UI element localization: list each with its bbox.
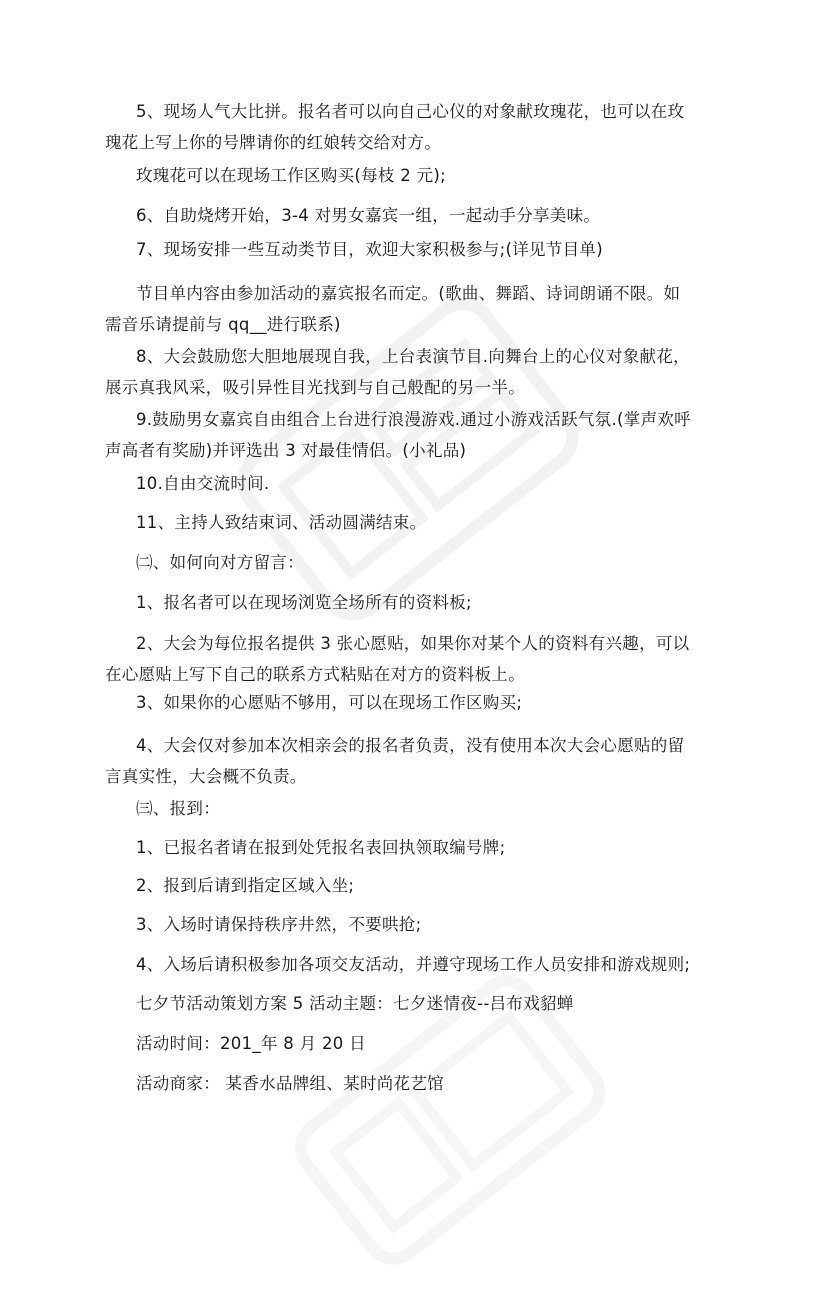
activity-merchant: 活动商家： 某香水品牌组、某时尚花艺馆 (136, 1074, 444, 1093)
paragraph-item-9 (105, 404, 745, 466)
message-item-1: 1、报名者可以在现场浏览全场所有的资料板; (136, 593, 472, 612)
checkin-item-4: 4、入场后请积极参加各项交友活动，并遵守现场工作人员安排和游戏规则; (136, 955, 691, 974)
paragraph-line: 8、大会鼓励您大胆地展现自我，上台表演节目.向舞台上的心仪对象献花， (136, 347, 690, 366)
paragraph-line: 展示真我风采，吸引异性目光找到与自己般配的另一半。 (105, 378, 525, 397)
activity-time: 活动时间：201_年 8 月 20 日 (136, 1034, 366, 1053)
paragraph-line: 节目单内容由参加活动的嘉宾报名而定。(歌曲、舞蹈、诗词朗诵不限。如 (136, 284, 681, 303)
paragraph-item-7: 7、现场安排一些互动类节目，欢迎大家积极参与;(详见节目单) (136, 240, 603, 259)
paragraph-line: 在心愿贴上写下自己的联系方式粘贴在对方的资料板上。 (105, 665, 525, 684)
paragraph-line: 声高者有奖励)并评选出 3 对最佳情侣。(小礼品) (105, 441, 467, 460)
paragraph-line: 言真实性，大会概不负责。 (105, 767, 307, 786)
paragraph-line: 需音乐请提前与 qq__进行联系) (105, 315, 341, 334)
rose-price-line: 玫瑰花可以在现场工作区购买(每枝 2 元); (136, 166, 447, 185)
paragraph-item-11: 11、主持人致结束词、活动圆满结束。 (136, 513, 427, 532)
paragraph-item-5 (105, 96, 745, 158)
paragraph-line: 瑰花上写上你的号牌请你的红娘转交给对方。 (105, 133, 441, 152)
message-item-2 (105, 628, 745, 690)
paragraph-line: 9.鼓励男女嘉宾自由组合上台进行浪漫游戏.通过小游戏活跃气氛.(掌声欢呼 (136, 410, 691, 429)
checkin-item-1: 1、已报名者请在报到处凭报名表回执领取编号牌; (136, 838, 506, 857)
paragraph-line: 4、大会仅对参加本次相亲会的报名者负责，没有使用本次大会心愿贴的留 (136, 736, 685, 755)
program-paragraph (105, 278, 745, 340)
plan-5-title: 七夕节活动策划方案 5 活动主题：七夕迷情夜--吕布戏貂蝉 (136, 994, 574, 1013)
message-item-4 (105, 730, 745, 792)
paragraph-item-10: 10.自由交流时间. (136, 474, 270, 493)
checkin-item-2: 2、报到后请到指定区域入坐; (136, 876, 355, 895)
section-heading-2: ㈡、如何向对方留言： (136, 553, 304, 572)
message-item-3: 3、如果你的心愿贴不够用，可以在现场工作区购买; (136, 693, 523, 712)
section-heading-3: ㈢、报到： (136, 799, 220, 818)
paragraph-item-6: 6、自助烧烤开始，3-4 对男女嘉宾一组，一起动手分享美味。 (136, 206, 601, 225)
checkin-item-3: 3、入场时请保持秩序井然，不要哄抢; (136, 915, 422, 934)
paragraph-item-8 (105, 341, 745, 403)
paragraph-line: 2、大会为每位报名提供 3 张心愿贴，如果你对某个人的资料有兴趣，可以 (136, 634, 690, 653)
paragraph-line: 5、现场人气大比拼。报名者可以向自己心仪的对象献玫瑰花，也可以在玫 (136, 102, 685, 121)
